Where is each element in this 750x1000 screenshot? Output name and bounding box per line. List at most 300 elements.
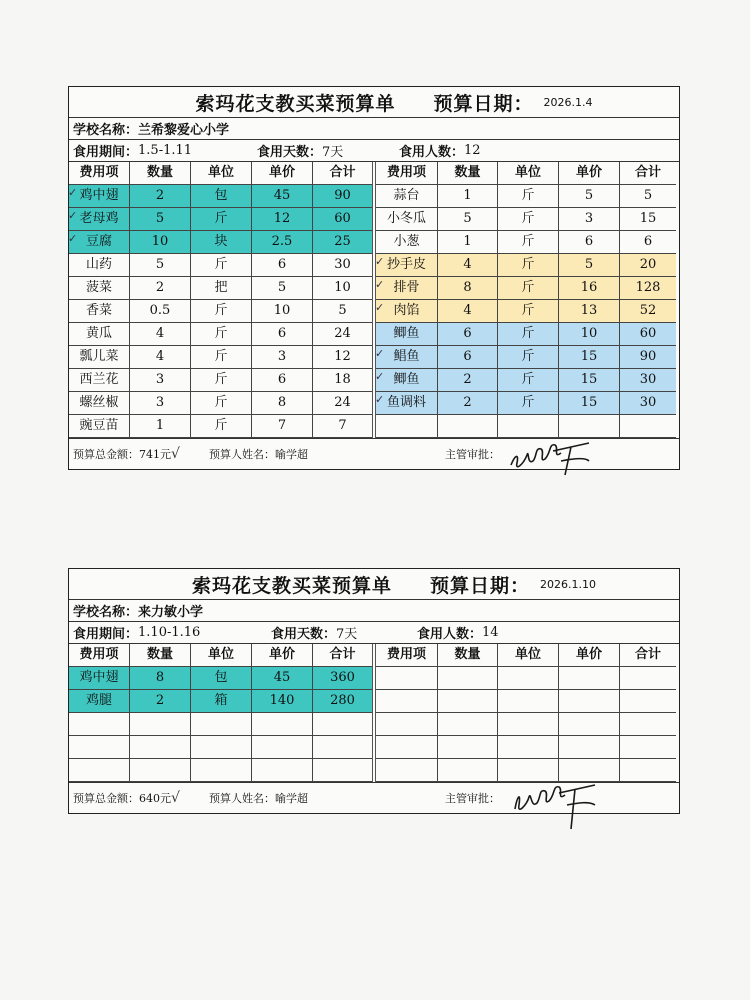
column-header: 单价 [559, 644, 620, 667]
item-total [313, 369, 372, 392]
item-price-text: 15 [580, 395, 598, 410]
item-name-text: 鸡腿 [85, 693, 112, 708]
item-total [620, 300, 676, 323]
item-unit [191, 277, 252, 300]
people-value: 12 [464, 143, 481, 158]
item-unit [191, 185, 252, 208]
item-quantity [130, 759, 191, 782]
item-unit [498, 185, 559, 208]
item-price-text: 45 [273, 188, 291, 203]
item-unit-text: 把 [214, 280, 228, 295]
column-header: 合计 [620, 162, 676, 185]
item-total [313, 690, 372, 713]
item-quantity [438, 254, 498, 277]
item-unit-text: 斤 [214, 349, 228, 364]
item-price-text: 6 [277, 372, 287, 387]
budget-date-label: 预算日期： [430, 574, 531, 597]
item-total-text: 5 [643, 188, 653, 203]
budgeter-label: 预算人姓名： [209, 792, 275, 805]
items-tables [69, 644, 679, 783]
item-total-text: 90 [639, 349, 657, 364]
item-name-text: 鱼调料 [386, 395, 426, 410]
item-price-text: 5 [584, 257, 594, 272]
item-quantity [130, 254, 191, 277]
column-header: 合计 [313, 644, 372, 667]
form-title: 索玛花支教买菜预算单 [195, 92, 396, 115]
budget-date: 2026.1.4 [543, 95, 593, 109]
item-quantity [438, 759, 498, 782]
item-price-text: 7 [277, 418, 287, 433]
item-quantity [130, 231, 191, 254]
item-total [620, 277, 676, 300]
item-unit-text: 斤 [214, 326, 228, 341]
budgeter-name: 喻学超 [275, 792, 308, 805]
days-label: 食用天数： [271, 627, 337, 642]
item-unit-text: 斤 [214, 303, 228, 318]
check-mark-icon: ✓ [68, 232, 78, 245]
item-price [559, 667, 620, 690]
item-quantity [438, 346, 498, 369]
item-total [313, 346, 372, 369]
item-quantity-text: 4 [463, 303, 472, 318]
item-price [559, 736, 620, 759]
item-name [69, 254, 130, 277]
item-price [252, 690, 313, 713]
school-row [69, 600, 679, 622]
item-total [620, 415, 676, 438]
item-name [376, 231, 438, 254]
item-quantity-text: 4 [155, 326, 165, 341]
item-name-text: 螺丝椒 [79, 395, 119, 410]
item-price [559, 208, 620, 231]
item-quantity-text: 6 [463, 349, 472, 364]
item-unit [191, 759, 252, 782]
item-price [252, 759, 313, 782]
item-price-text: 140 [269, 693, 295, 708]
item-unit-text: 斤 [521, 349, 535, 364]
form-footer [69, 783, 679, 813]
item-unit [498, 300, 559, 323]
item-unit [191, 690, 252, 713]
item-name [69, 667, 130, 690]
item-price [559, 713, 620, 736]
item-name [376, 759, 438, 782]
item-total [620, 736, 676, 759]
column-header: 数量 [130, 644, 191, 667]
form-title: 索玛花支教买菜预算单 [191, 574, 392, 597]
item-quantity-text: 4 [463, 257, 472, 272]
item-total-text: 30 [639, 395, 657, 410]
item-price [252, 300, 313, 323]
item-price [559, 323, 620, 346]
item-total [620, 323, 676, 346]
item-unit [498, 713, 559, 736]
item-price [252, 736, 313, 759]
items-tables [69, 162, 679, 439]
item-total [620, 369, 676, 392]
item-unit [498, 277, 559, 300]
total-value: 741元 [139, 448, 171, 461]
item-name-text: 肉馅 [393, 303, 420, 318]
period-value: 1.5-1.11 [138, 143, 193, 158]
check-mark-icon: ✓ [375, 255, 385, 268]
item-price-text: 12 [273, 211, 291, 226]
item-price-text: 15 [580, 372, 598, 387]
item-total [313, 713, 372, 736]
item-unit-text: 包 [214, 188, 228, 203]
item-unit [191, 369, 252, 392]
column-header: 费用项 [376, 644, 438, 667]
item-price [559, 185, 620, 208]
item-name-text: 豌豆苗 [79, 418, 119, 433]
item-price-text: 3 [584, 211, 594, 226]
item-unit [498, 736, 559, 759]
item-name [376, 369, 438, 392]
item-quantity-text: 8 [155, 670, 165, 685]
item-name [376, 415, 438, 438]
item-unit-text: 斤 [214, 395, 228, 410]
item-name-text: 西兰花 [79, 372, 119, 387]
people-value: 14 [482, 625, 499, 640]
item-unit [498, 231, 559, 254]
item-unit [191, 392, 252, 415]
item-name-text: 香菜 [85, 303, 112, 318]
check-mark-icon: ✓ [68, 209, 78, 222]
item-name-text: 鲫鱼 [393, 372, 420, 387]
item-quantity [130, 277, 191, 300]
item-total-text: 7 [338, 418, 347, 433]
item-total-text: 30 [639, 372, 657, 387]
item-unit [498, 323, 559, 346]
signature-icon [505, 435, 595, 477]
item-total [313, 667, 372, 690]
item-name [69, 415, 130, 438]
item-quantity [130, 300, 191, 323]
period-label: 食用期间： [73, 145, 139, 160]
item-price [252, 323, 313, 346]
item-name [69, 369, 130, 392]
item-total [313, 300, 372, 323]
item-unit-text: 斤 [214, 211, 228, 226]
column-header: 数量 [130, 162, 191, 185]
item-quantity-text: 1 [155, 418, 165, 433]
item-quantity [438, 667, 498, 690]
item-name-text: 小冬瓜 [386, 211, 426, 226]
item-quantity-text: 2 [155, 693, 165, 708]
item-unit [498, 690, 559, 713]
item-total [620, 690, 676, 713]
item-price [252, 208, 313, 231]
item-price-text: 15 [580, 349, 598, 364]
item-unit [191, 713, 252, 736]
column-header: 合计 [620, 644, 676, 667]
item-price-text: 16 [580, 280, 598, 295]
item-name [376, 346, 438, 369]
item-price-text: 5 [277, 280, 287, 295]
items-table-right [376, 162, 676, 438]
item-price-text: 5 [584, 188, 594, 203]
item-quantity [130, 736, 191, 759]
item-price [252, 185, 313, 208]
item-name [69, 690, 130, 713]
item-unit-text: 斤 [214, 257, 228, 272]
item-total [313, 415, 372, 438]
item-name [376, 185, 438, 208]
item-total-text: 60 [639, 326, 657, 341]
item-quantity [438, 415, 498, 438]
item-price [559, 254, 620, 277]
item-price-text: 10 [580, 326, 598, 341]
budgeter-name: 喻学超 [275, 448, 308, 461]
item-unit-text: 斤 [521, 211, 535, 226]
item-name-text: 排骨 [393, 280, 420, 295]
item-total-text: 20 [639, 257, 657, 272]
item-price [559, 346, 620, 369]
form-title-row [69, 569, 679, 600]
items-table-left [69, 162, 376, 438]
item-total-text: 25 [334, 234, 351, 249]
item-price [252, 231, 313, 254]
item-unit [498, 667, 559, 690]
check-mark-icon: √ [171, 790, 180, 806]
item-total-text: 24 [334, 395, 351, 410]
item-unit [498, 392, 559, 415]
item-name-text: 鲫鱼 [393, 326, 420, 341]
item-unit-text: 斤 [214, 372, 228, 387]
item-price [252, 369, 313, 392]
item-quantity [130, 185, 191, 208]
item-name [376, 690, 438, 713]
budget-form-2 [68, 568, 680, 814]
item-total [313, 277, 372, 300]
column-header: 单位 [498, 162, 559, 185]
item-name [69, 736, 130, 759]
item-name [69, 759, 130, 782]
item-quantity-text: 0.5 [149, 303, 171, 318]
item-price [559, 231, 620, 254]
item-total-text: 128 [635, 280, 661, 295]
budgeter-label: 预算人姓名： [209, 448, 275, 461]
item-name-text: 蒜台 [393, 188, 420, 203]
item-unit [498, 346, 559, 369]
budget-date-label: 预算日期： [433, 92, 534, 115]
days-value: 7天 [322, 145, 344, 160]
item-total [620, 392, 676, 415]
item-quantity [438, 736, 498, 759]
item-total [313, 185, 372, 208]
approval-label: 主管审批： [445, 448, 500, 461]
item-quantity-text: 2 [463, 372, 472, 387]
item-price-text: 10 [273, 303, 291, 318]
item-unit-text: 斤 [521, 257, 535, 272]
item-quantity-text: 6 [463, 326, 472, 341]
column-header: 费用项 [69, 162, 130, 185]
item-price [252, 713, 313, 736]
item-price [559, 369, 620, 392]
item-unit-text: 斤 [521, 326, 535, 341]
item-price-text: 6 [277, 326, 287, 341]
item-total [620, 713, 676, 736]
item-total [620, 346, 676, 369]
column-header: 数量 [438, 162, 498, 185]
item-total [313, 736, 372, 759]
item-name-text: 山药 [85, 257, 112, 272]
item-unit [191, 231, 252, 254]
item-price [252, 667, 313, 690]
approval-label: 主管审批： [445, 792, 500, 805]
total-label: 预算总金额： [73, 448, 139, 461]
item-total-text: 10 [334, 280, 351, 295]
item-total [313, 254, 372, 277]
item-unit [191, 667, 252, 690]
item-name-text: 鸡中翅 [79, 670, 119, 685]
item-name [69, 277, 130, 300]
column-header: 单位 [191, 162, 252, 185]
item-quantity-text: 3 [155, 395, 165, 410]
item-name-text: 鲳鱼 [393, 349, 420, 364]
item-name [69, 208, 130, 231]
item-name-text: 老母鸡 [79, 211, 119, 226]
signature-icon [509, 775, 599, 831]
item-quantity-text: 5 [155, 211, 165, 226]
item-total [313, 759, 372, 782]
school-label: 学校名称： [73, 123, 139, 138]
item-quantity-text: 2 [155, 280, 165, 295]
column-header: 数量 [438, 644, 498, 667]
item-name-text: 豆腐 [85, 234, 112, 249]
item-total-text: 280 [330, 693, 355, 708]
check-mark-icon: ✓ [68, 186, 78, 199]
item-quantity [438, 369, 498, 392]
item-name-text: 黄瓜 [85, 326, 112, 341]
item-quantity [130, 346, 191, 369]
people-label: 食用人数： [399, 145, 465, 160]
item-total-text: 12 [334, 349, 351, 364]
item-name [376, 713, 438, 736]
column-header: 单价 [252, 644, 313, 667]
item-name [69, 392, 130, 415]
check-mark-icon: ✓ [375, 278, 385, 291]
item-unit-text: 斤 [521, 303, 535, 318]
item-quantity-text: 10 [151, 234, 169, 249]
items-table-left [69, 644, 376, 782]
item-total [620, 759, 676, 782]
check-mark-icon: ✓ [375, 370, 385, 383]
item-name [69, 346, 130, 369]
item-quantity [130, 369, 191, 392]
item-name [376, 323, 438, 346]
column-header: 合计 [313, 162, 372, 185]
period-value: 1.10-1.16 [138, 625, 201, 640]
item-unit [191, 346, 252, 369]
item-total-text: 90 [334, 188, 351, 203]
item-unit [191, 208, 252, 231]
item-unit-text: 块 [214, 234, 228, 249]
school-label: 学校名称： [73, 605, 139, 620]
item-quantity [438, 185, 498, 208]
total-value: 640元 [139, 792, 171, 805]
item-unit-text: 斤 [521, 280, 535, 295]
item-name [376, 254, 438, 277]
item-quantity [130, 208, 191, 231]
column-header: 单位 [191, 644, 252, 667]
item-unit [498, 369, 559, 392]
item-price-text: 6 [584, 234, 594, 249]
item-total [620, 231, 676, 254]
item-unit [191, 323, 252, 346]
column-header: 费用项 [69, 644, 130, 667]
form-footer [69, 439, 679, 469]
item-quantity [130, 323, 191, 346]
item-quantity-text: 5 [155, 257, 165, 272]
item-total [313, 392, 372, 415]
school-row [69, 118, 679, 140]
item-quantity-text: 2 [463, 395, 472, 410]
item-total [620, 185, 676, 208]
item-name [376, 667, 438, 690]
item-price [559, 392, 620, 415]
item-quantity-text: 3 [155, 372, 165, 387]
period-row [69, 140, 679, 162]
column-header: 单价 [252, 162, 313, 185]
item-unit-text: 斤 [521, 395, 535, 410]
item-unit [498, 208, 559, 231]
item-unit-text: 斤 [214, 418, 228, 433]
item-quantity [130, 667, 191, 690]
item-price-text: 2.5 [271, 234, 293, 249]
item-quantity [438, 323, 498, 346]
item-total-text: 15 [639, 211, 657, 226]
item-name-text: 抄手皮 [386, 257, 426, 272]
item-name [69, 713, 130, 736]
item-quantity-text: 4 [155, 349, 165, 364]
item-unit [191, 415, 252, 438]
item-quantity [438, 231, 498, 254]
item-unit-text: 斤 [521, 234, 535, 249]
people-label: 食用人数： [417, 627, 483, 642]
item-price [559, 277, 620, 300]
form-title-row [69, 87, 679, 118]
items-table-right [376, 644, 676, 782]
period-row [69, 622, 679, 644]
school-name: 来力敏小学 [138, 605, 204, 620]
item-quantity [438, 713, 498, 736]
item-quantity [130, 415, 191, 438]
item-name [376, 392, 438, 415]
item-total-text: 360 [330, 670, 355, 685]
item-price [252, 254, 313, 277]
item-quantity-text: 1 [463, 234, 472, 249]
item-quantity [438, 690, 498, 713]
item-name [69, 231, 130, 254]
item-quantity-text: 1 [463, 188, 472, 203]
item-name-text: 菠菜 [85, 280, 112, 295]
item-quantity [130, 690, 191, 713]
item-quantity [130, 392, 191, 415]
item-name [376, 277, 438, 300]
item-total [620, 254, 676, 277]
item-quantity [438, 277, 498, 300]
item-price-text: 6 [277, 257, 287, 272]
check-mark-icon: ✓ [375, 393, 385, 406]
period-label: 食用期间： [73, 627, 139, 642]
item-name-text: 鸡中翅 [79, 188, 119, 203]
item-name [376, 300, 438, 323]
item-unit [498, 254, 559, 277]
days-value: 7天 [336, 627, 358, 642]
item-total-text: 18 [334, 372, 351, 387]
item-total [620, 208, 676, 231]
